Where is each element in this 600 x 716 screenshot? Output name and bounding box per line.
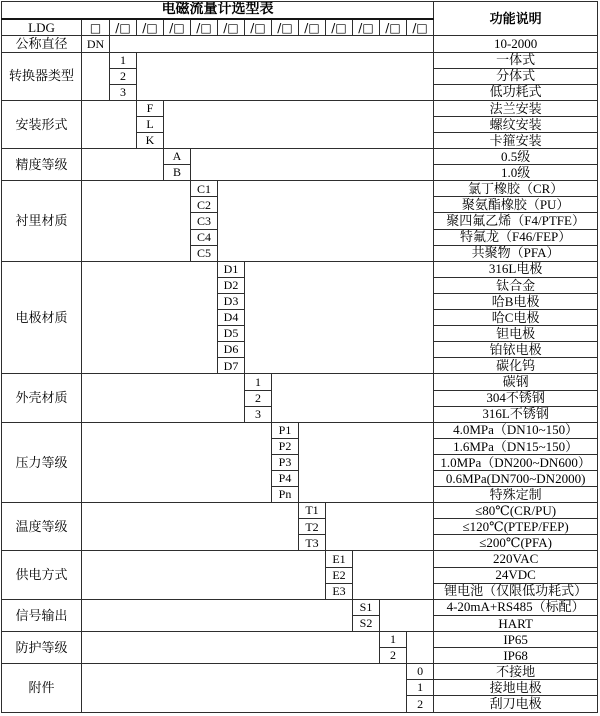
model-code-slash-box-icon: /□	[218, 19, 245, 36]
group-label: 供电方式	[2, 551, 82, 599]
description-cell: 聚氨酯橡胶（PU）	[434, 197, 598, 213]
description-cell: 法兰安装	[434, 100, 598, 116]
description-cell: 10-2000	[434, 36, 598, 52]
description-cell: ≤120℃(PTEP/FEP)	[434, 519, 598, 535]
empty-cell	[82, 503, 299, 551]
description-cell: ≤200℃(PFA)	[434, 535, 598, 551]
description-cell: 氯丁橡胶（CR）	[434, 181, 598, 197]
model-code-slash-box-icon: /□	[353, 19, 380, 36]
code-cell: D3	[218, 293, 245, 309]
description-cell: 0.6MPa(DN700~DN2000)	[434, 470, 598, 486]
empty-cell	[164, 100, 434, 148]
description-cell: 304不锈钢	[434, 390, 598, 406]
description-cell: 316L不锈钢	[434, 406, 598, 422]
model-code-slash-box-icon: /□	[272, 19, 299, 36]
description-cell: 碳化钨	[434, 358, 598, 374]
group-label: 安装形式	[2, 100, 82, 148]
selection-table-body	[2, 2, 598, 713]
code-cell: T1	[299, 503, 326, 519]
code-cell: D5	[218, 326, 245, 342]
group-label: 衬里材质	[2, 181, 82, 261]
code-cell: T2	[299, 519, 326, 535]
empty-cell	[137, 52, 434, 100]
empty-cell	[191, 149, 434, 181]
function-description-header: 功能说明	[434, 2, 598, 36]
code-cell: P1	[272, 422, 299, 438]
model-code-slash-box-icon: /□	[407, 19, 434, 36]
code-cell: 2	[245, 390, 272, 406]
description-cell: 220VAC	[434, 551, 598, 567]
code-cell: 3	[245, 406, 272, 422]
empty-cell	[245, 261, 434, 374]
empty-cell	[82, 551, 326, 599]
empty-cell	[82, 149, 164, 181]
description-cell: IP68	[434, 648, 598, 664]
group-label: 压力等级	[2, 422, 82, 502]
description-cell: ≤80℃(CR/PU)	[434, 503, 598, 519]
description-cell: 0.5级	[434, 149, 598, 165]
code-cell: 1	[380, 631, 407, 647]
empty-cell	[82, 374, 245, 422]
code-cell: P2	[272, 438, 299, 454]
empty-cell	[380, 599, 434, 631]
description-cell: 锂电池（仅限低功耗式）	[434, 583, 598, 599]
empty-cell	[218, 181, 434, 261]
description-cell: 1.0级	[434, 165, 598, 181]
empty-cell	[82, 52, 110, 100]
description-cell: 聚四氟乙烯（F4/PTFE）	[434, 213, 598, 229]
description-cell: 1.6MPa（DN15~150）	[434, 438, 598, 454]
code-cell: 2	[407, 696, 434, 713]
code-cell: 1	[407, 680, 434, 696]
model-code-slash-box-icon: /□	[137, 19, 164, 36]
group-label: 防护等级	[2, 631, 82, 663]
description-cell: 一体式	[434, 52, 598, 68]
description-cell: 特氟龙（F46/FEP）	[434, 229, 598, 245]
description-cell: 卡箍安装	[434, 133, 598, 149]
code-cell: 2	[110, 68, 137, 84]
description-cell: 刮刀电极	[434, 696, 598, 713]
code-cell: P4	[272, 470, 299, 486]
model-code-slash-box-icon: /□	[380, 19, 407, 36]
code-cell: A	[164, 149, 191, 165]
model-code-box-icon: □	[82, 19, 110, 36]
empty-cell	[407, 631, 434, 663]
model-code-slash-box-icon: /□	[191, 19, 218, 36]
description-cell: 不接地	[434, 664, 598, 680]
description-cell: 铂铱电极	[434, 342, 598, 358]
description-cell: IP65	[434, 631, 598, 647]
code-cell: D2	[218, 277, 245, 293]
description-cell: 碳钢	[434, 374, 598, 390]
code-cell: D7	[218, 358, 245, 374]
description-cell: 接地电极	[434, 680, 598, 696]
group-label: 外壳材质	[2, 374, 82, 422]
code-cell: E1	[326, 551, 353, 567]
code-cell: D4	[218, 310, 245, 326]
code-cell: C5	[191, 245, 218, 261]
group-label: 信号输出	[2, 599, 82, 631]
code-cell: Pn	[272, 487, 299, 503]
code-cell: B	[164, 165, 191, 181]
group-label: 公称直径	[2, 36, 82, 52]
description-cell: HART	[434, 615, 598, 631]
code-cell: C3	[191, 213, 218, 229]
code-cell: 1	[245, 374, 272, 390]
code-cell: S2	[353, 615, 380, 631]
code-cell: E3	[326, 583, 353, 599]
empty-cell	[82, 599, 353, 631]
code-cell: 2	[380, 648, 407, 664]
empty-cell	[82, 181, 191, 261]
group-label: 电极材质	[2, 261, 82, 374]
code-cell: F	[137, 100, 164, 116]
description-cell: 4-20mA+RS485（标配）	[434, 599, 598, 615]
model-prefix-label: LDG	[2, 19, 82, 36]
code-cell: C4	[191, 229, 218, 245]
description-cell: 分体式	[434, 68, 598, 84]
description-cell: 4.0MPa（DN10~150）	[434, 422, 598, 438]
description-cell: 钽电极	[434, 326, 598, 342]
model-code-slash-box-icon: /□	[299, 19, 326, 36]
description-cell: 1.0MPa（DN200~DN600）	[434, 454, 598, 470]
model-code-slash-box-icon: /□	[110, 19, 137, 36]
group-label: 附件	[2, 664, 82, 713]
code-cell: S1	[353, 599, 380, 615]
empty-cell	[82, 261, 218, 374]
empty-cell	[110, 36, 434, 52]
code-cell: L	[137, 116, 164, 132]
empty-cell	[82, 422, 272, 502]
empty-cell	[299, 422, 434, 502]
group-label: 转换器类型	[2, 52, 82, 100]
description-cell: 低功耗式	[434, 84, 598, 100]
code-cell: 1	[110, 52, 137, 68]
group-label: 温度等级	[2, 503, 82, 551]
description-cell: 钛合金	[434, 277, 598, 293]
code-cell: T3	[299, 535, 326, 551]
code-cell: 0	[407, 664, 434, 680]
code-cell: E2	[326, 567, 353, 583]
empty-cell	[82, 631, 380, 663]
model-code-slash-box-icon: /□	[326, 19, 353, 36]
empty-cell	[82, 100, 137, 148]
description-cell: 哈C电极	[434, 310, 598, 326]
description-cell: 共聚物（PFA）	[434, 245, 598, 261]
empty-cell	[326, 503, 434, 551]
code-cell: P3	[272, 454, 299, 470]
code-cell: K	[137, 133, 164, 149]
model-code-slash-box-icon: /□	[245, 19, 272, 36]
description-cell: 24VDC	[434, 567, 598, 583]
code-cell: 3	[110, 84, 137, 100]
selection-table	[1, 1, 598, 713]
code-cell: C2	[191, 197, 218, 213]
description-cell: 316L电极	[434, 261, 598, 277]
code-cell: D6	[218, 342, 245, 358]
empty-cell	[272, 374, 434, 422]
code-cell: C1	[191, 181, 218, 197]
code-cell: DN	[82, 36, 110, 52]
empty-cell	[353, 551, 434, 599]
table-title: 电磁流量计选型表	[2, 2, 434, 20]
empty-cell	[82, 664, 407, 713]
description-cell: 特殊定制	[434, 487, 598, 503]
description-cell: 哈B电极	[434, 293, 598, 309]
model-code-slash-box-icon: /□	[164, 19, 191, 36]
description-cell: 螺纹安装	[434, 116, 598, 132]
group-label: 精度等级	[2, 149, 82, 181]
code-cell: D1	[218, 261, 245, 277]
